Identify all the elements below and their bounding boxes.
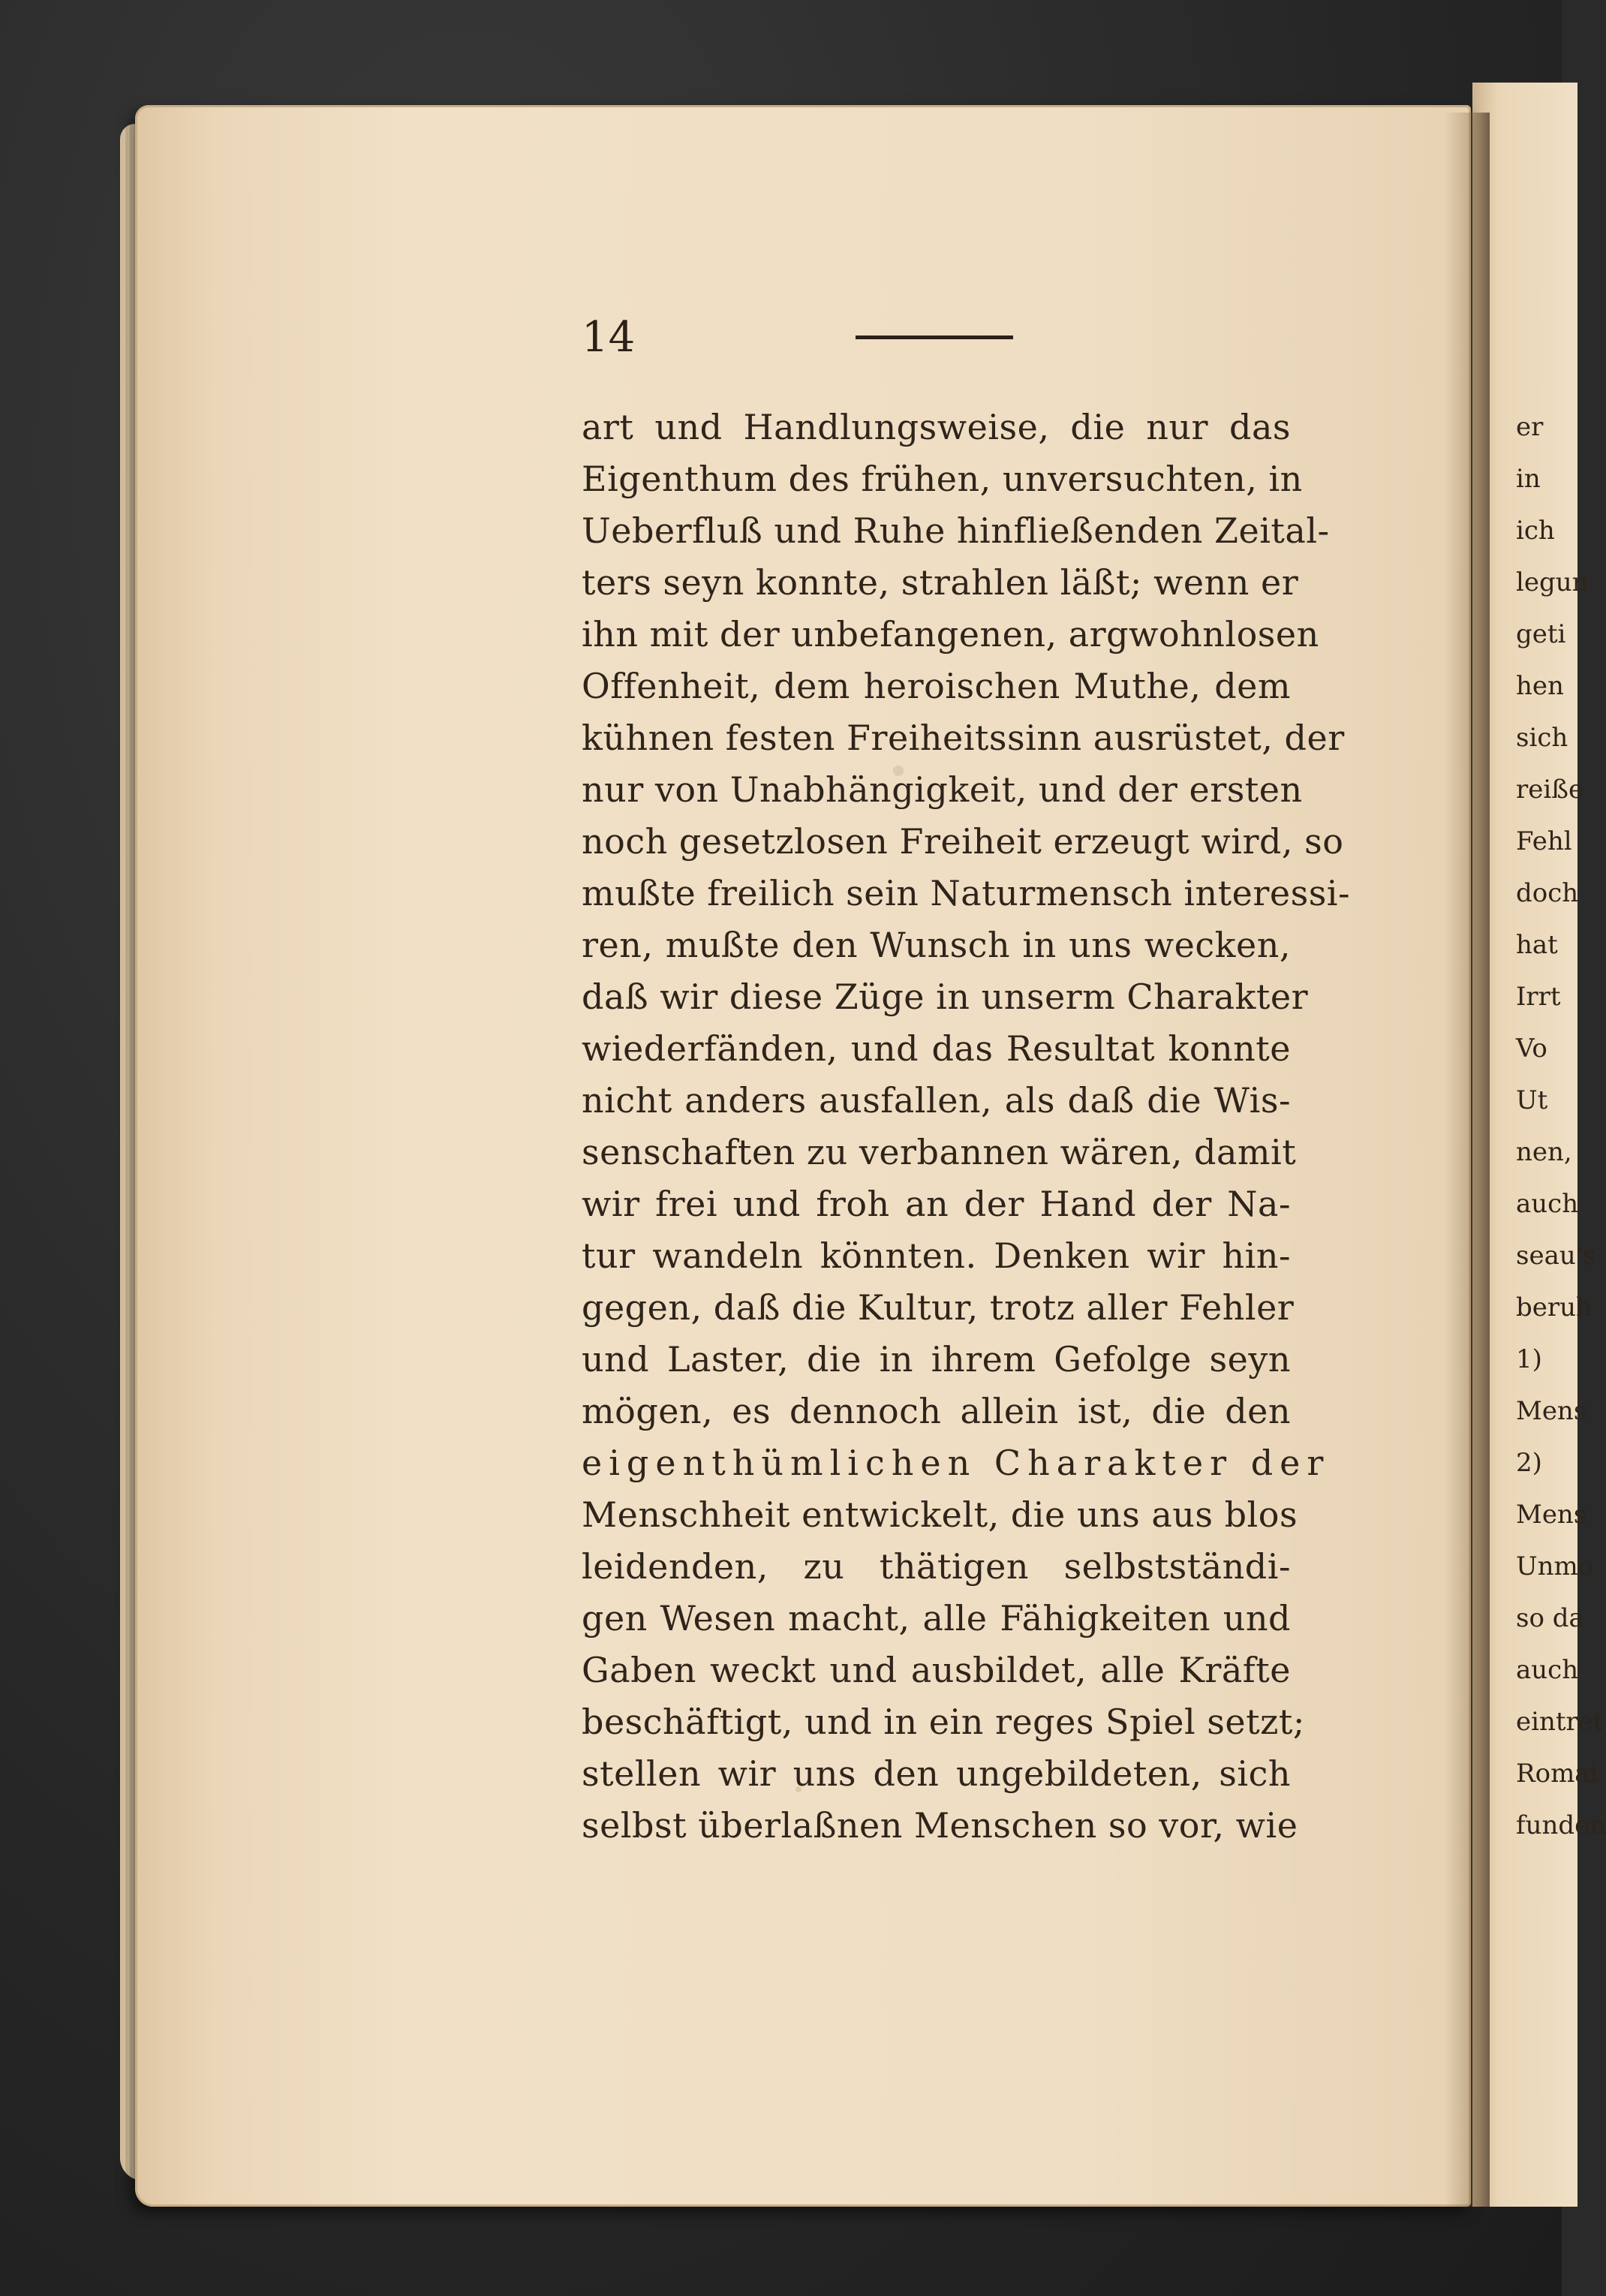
text-line: mögen, es dennoch allein ist, die den xyxy=(582,1391,1291,1431)
facing-fragment: so da xyxy=(1516,1603,1584,1633)
facing-fragment: legun xyxy=(1516,567,1589,597)
text-line: kühnen festen Freiheitssinn ausrüstet, der xyxy=(582,718,1345,758)
facing-fragment: hen xyxy=(1516,671,1564,701)
facing-fragment: geti xyxy=(1516,619,1566,649)
text-line: gen Wesen macht, alle Fähigkeiten und xyxy=(582,1598,1291,1638)
facing-fragment: auch xyxy=(1516,1655,1579,1685)
text-line: selbst überlaßnen Menschen so vor, wie xyxy=(582,1805,1298,1846)
facing-fragment: Romai xyxy=(1516,1759,1598,1789)
text-line: Menschheit entwickelt, die uns aus blos xyxy=(582,1494,1298,1535)
text-line: noch gesetzlosen Freiheit erzeugt wird, so xyxy=(582,821,1344,862)
facing-fragment: 2) xyxy=(1516,1448,1542,1478)
facing-fragment: eintret xyxy=(1516,1707,1604,1737)
text-line: Gaben weckt und ausbildet, alle Kräfte xyxy=(582,1650,1291,1690)
text-line: gegen, daß die Kultur, trotz aller Fehler xyxy=(582,1287,1295,1328)
facing-fragment: Unmo xyxy=(1516,1551,1594,1581)
body-text xyxy=(582,402,1351,1865)
facing-fragment: Mens xyxy=(1516,1396,1587,1426)
facing-fragment: 1) xyxy=(1516,1344,1542,1374)
text-line: ren, mußte den Wunsch in uns wecken, xyxy=(582,925,1291,965)
text-line: und Laster, die in ihrem Gefolge seyn xyxy=(582,1339,1291,1380)
facing-fragment: beruh xyxy=(1516,1292,1592,1323)
header-rule xyxy=(856,336,1013,339)
facing-fragment: ich xyxy=(1516,516,1555,546)
text-line: mußte freilich sein Naturmensch interessi- xyxy=(582,873,1351,913)
facing-fragment: er xyxy=(1516,412,1544,442)
facing-fragment: auch xyxy=(1516,1189,1579,1219)
facing-fragment: reiße xyxy=(1516,775,1584,805)
facing-fragment: Vo xyxy=(1516,1034,1547,1064)
facing-fragment: nen, xyxy=(1516,1137,1572,1167)
text-line: leidenden, zu thätigen selbstständi- xyxy=(582,1546,1291,1587)
facing-fragment: Mens xyxy=(1516,1500,1587,1530)
text-line: stellen wir uns den ungebildeten, sich xyxy=(582,1753,1291,1794)
text-line: nicht anders ausfallen, als daß die Wis- xyxy=(582,1080,1291,1121)
text-line: wir frei und froh an der Hand der Na- xyxy=(582,1184,1291,1224)
facing-fragment: Fehl xyxy=(1516,826,1572,856)
facing-fragment: funden xyxy=(1516,1810,1606,1840)
facing-fragment: in xyxy=(1516,464,1541,494)
facing-fragment: hat xyxy=(1516,930,1558,960)
facing-fragment: sich xyxy=(1516,723,1568,753)
book-gutter xyxy=(1445,113,1490,2207)
facing-fragment: seau's xyxy=(1516,1241,1596,1271)
facing-fragment: Irrt xyxy=(1516,982,1561,1012)
text-line: Offenheit, dem heroischen Muthe, dem xyxy=(582,666,1291,706)
facing-page-fragments xyxy=(1516,402,1606,1865)
text-line: wiederfänden, und das Resultat konnte xyxy=(582,1028,1291,1069)
text-line: ihn mit der unbefangenen, argwohnlosen xyxy=(582,614,1319,654)
text-line: tur wandeln könnten. Denken wir hin- xyxy=(582,1235,1291,1276)
text-line: beschäftigt, und in ein reges Spiel setzt; xyxy=(582,1702,1305,1742)
text-line: Ueberfluß und Ruhe hinfließenden Zeital- xyxy=(582,510,1330,551)
text-line: daß wir diese Züge in unserm Charakter xyxy=(582,976,1309,1017)
page-number: 14 xyxy=(582,313,636,362)
text-line: art und Handlungsweise, die nur das xyxy=(582,407,1291,447)
facing-fragment: Ut xyxy=(1516,1085,1548,1115)
text-line: senschaften zu verbannen wären, damit xyxy=(582,1132,1297,1172)
text-line: ters seyn konnte, strahlen läßt; wenn er xyxy=(582,562,1299,603)
text-line: eigenthümlichen Charakter der xyxy=(582,1443,1331,1483)
text-line: Eigenthum des frühen, unversuchten, in xyxy=(582,459,1303,499)
text-line: nur von Unabhängigkeit, und der ersten xyxy=(582,769,1303,810)
facing-fragment: doch xyxy=(1516,878,1579,908)
